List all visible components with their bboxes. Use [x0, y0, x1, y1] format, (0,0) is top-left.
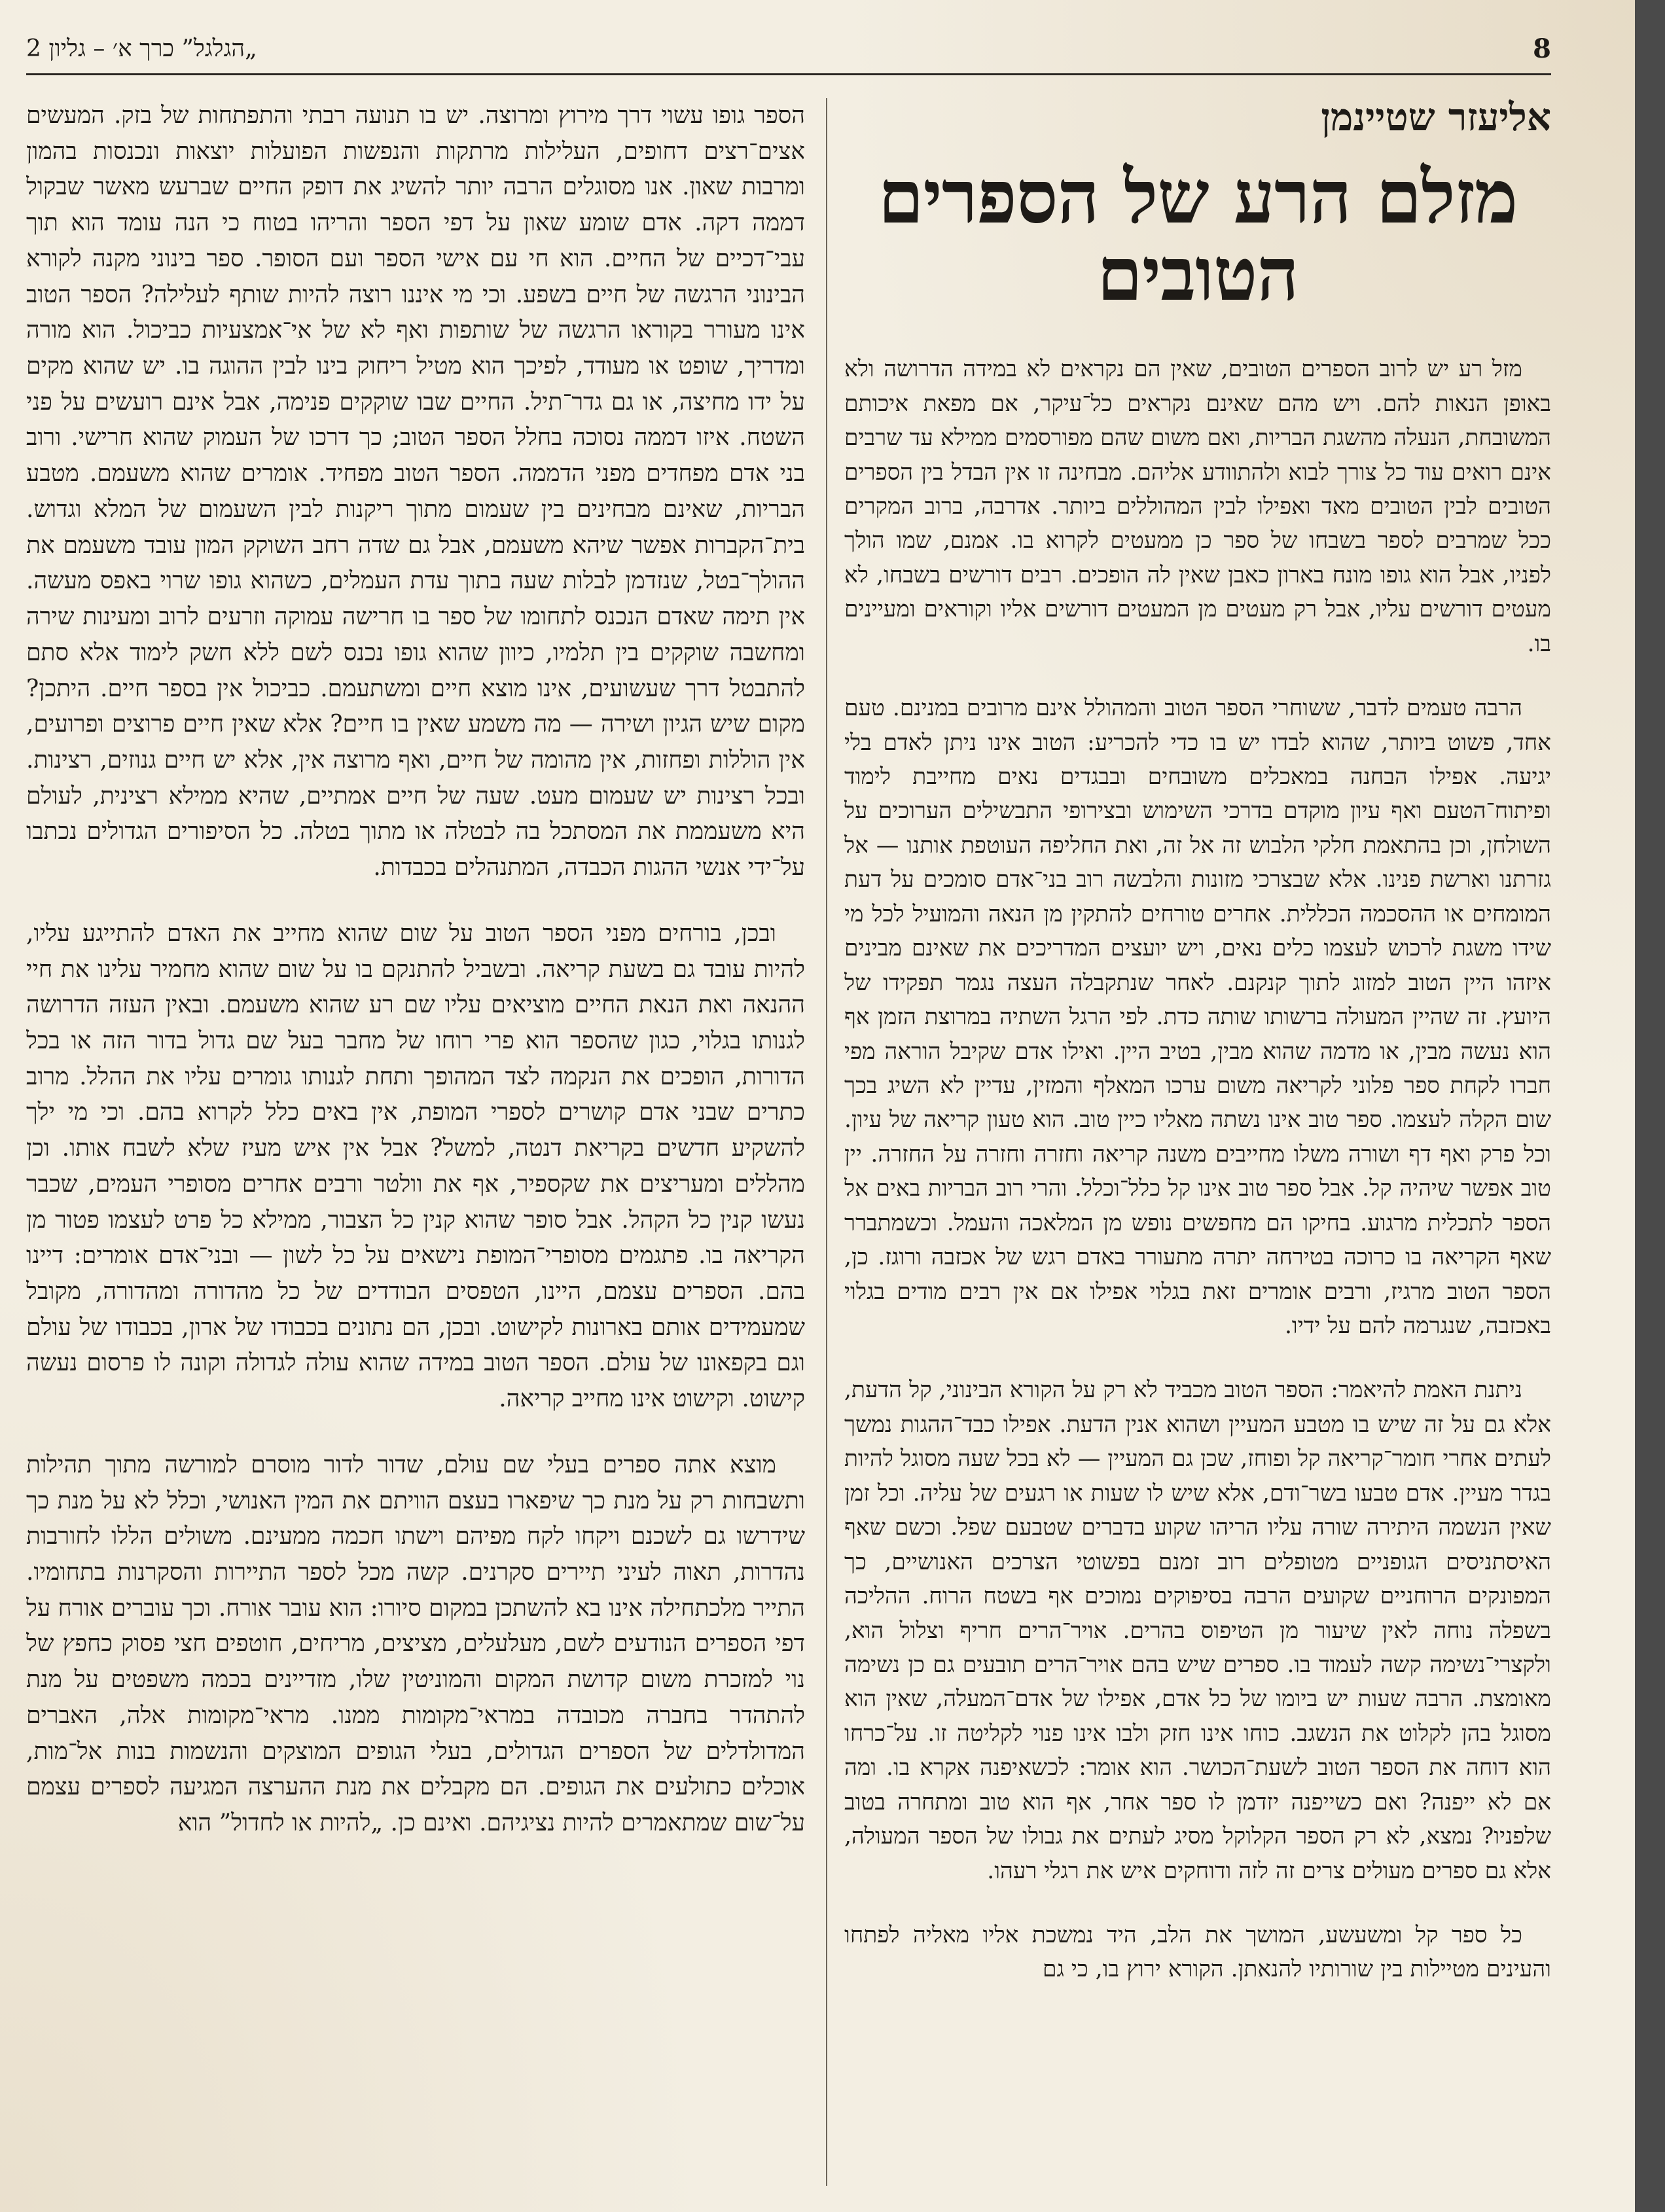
article-paragraph: ובכן, בורחים מפני הספר הטוב על שום שהוא מחייב את האדם להתייגע עליו, להיות עובד גם בשעת קריאה. ובשביל להתנקם בו על שום שהוא מחמיר עלינו את חיי ההנאה ואת הנאת החיים מוציאים עליו שם רע שהוא משעמם. ובאין העזה הדרושה לגנותו בגלוי, כגון שהספר הוא פרי רוחו של מחבר בעל שם גדול בדור הזה או בכל הדורות, הופכים את הנקמה לצד המהופך ותחת לגנותו גומרים עליו את ההלל. מרוב כתרים שבני אדם קושרים לספרי המופת, אין באים כלל לקרוא בהם. וכי מי ילך להשקיע חדשים בקריאת דנטה, למשל? אבל אין איש מעיז שלא לשבח אותו. וכן מהללים ומעריצים את שקספיר, אף את וולטר ורבים אחרים מסופרי העמים, שכבר נעשו קנין כל הקהל. אבל סופר שהוא קנין כל הצבור, ממילא כל פרט לעצמו פטור מן הקריאה בו. פתגמים מסופרי־המופת נישאים על כל לשון — ובני־אדם אומרים: דיינו בהם. הספרים עצמם, היינו, הטפסים הבודדים של כל מהדורה ומהדורה, מקובל שמעמידים אותם בארונות לקישוט. ובכן, הם נתונים בכבודו של ארון, בכבודו של עולם וגם בקפאונו של עולם. הספר הטוב במידה שהוא עולה לגדולה וקונה לו פרסום נעשה קישוט. וקישוט אינו מחייב קריאה.: [26, 919, 805, 1413]
scan-edge: [1635, 0, 1665, 2212]
article-column-left: [26, 98, 805, 2199]
article-paragraph: הספר גופו עשוי דרך מירוץ ומרוצה. יש בו תנועה רבתי והתפתחות של בזק. המעשים אצים־רצים דחופים, העלילות מרתקות והנפשות הפועלות יוצאות ונכנסות בהמון ומרבות שאון. אנו מסוגלים הרבה יותר להשיג את דופק החיים שברעש מאשר שבקול דממה דקה. אדם שומע שאון על דפי הספר והריהו בטוח כי הנה עומד הוא תוך עבי־דכיים של החיים. הוא חי עם אישי הספר ועם הסופר. ספר בינוני מקנה לקורא הבינוני הרגשה של חיים בשפע. וכי מי איננו רוצה להיות שותף לעלילה? הספר הטוב אינו מעורר בקוראו הרגשה של שותפות ואף לא של אי־אמצעיות כביכול. הוא מורה ומדריך, שופט או מעודד, לפיכך הוא מטיל ריחוק בינו לבין ההוגה בו. יש שהוא מקים על ידו מחיצה, או גם גדר־תיל. החיים שבו שוקקים פנימה, אבל אינם רועשים על פני השטח. איזו דממה נסוכה בחלל הספר הטוב; כך דרכו של העמוק שהוא חרישי. ורוב בני אדם מפחדים מפני הדממה. הספר הטוב מפחיד. אומרים שהוא משעמם. מטבע הבריות, שאינם מבחינים בין שעמום מתוך ריקנות לבין השעמום של המלא וגדוש. בית־הקברות אפשר שיהא משעמם, אבל גם שדה רחב השוקק המון עובד משעמם את ההולך־בטל, שנזדמן לבלות שעה בתוך עדת העמלים, כשהוא גופו שרוי באפס מעשה. אין תימה שאדם הנכנס לתחומו של ספר בו חרישה עמוקה וזרעים לרוב ומעינות שירה ומחשבה שוקקים בין תלמיו, כיוון שהוא גופו נכנס לשם ללא חשק לימוד אלא סתם להתבטל דרך שעשועים, אינו מוצא חיים ומשתעמם. כביכול אין בספר חיים. היתכן? מקום שיש הגיון ושירה — מה משמע שאין בו חיים? אלא שאין חיים פרוצים ופרועים, אין הוללות ופחזות, אין מהומה של חיים, ואף מרוצה אין, אלא יש חיים גנוזים, רצינות. ובכל רצינות יש שעמום מעט. שעה של חיים אמתיים, שהיא ממילא רצינית, לעולם היא משעממת את המסתכל בה לבטלה או מתוך בטלה. כל הסיפורים הגדולים נכתבו על־ידי אנשי ההגות הכבדה, המתנהלים בכבדות.: [26, 102, 805, 882]
header-rule: [26, 73, 1551, 75]
running-head: „הגלגל” כרך א׳ – גליון 2: [26, 35, 257, 62]
page-header: [26, 25, 1551, 72]
article-paragraph: ניתנת האמת להיאמר: הספר הטוב מכביד לא רק על הקורא הבינוני, קל הדעת, אלא גם על זה שיש בו מטבע המעיין ושהוא אנין הדעת. אפילו כבד־ההגות נמשך לעתים אחרי חומר־קריאה קל ופוחז, שכן גם המעיין — לא בכל שעה מסוגל להיות בגדר מעיין. אדם טבעו בשר־ודם, אלא שיש לו שעות או רגעים של עליה. וכל זמן שאין הנשמה היתירה שורה עליו הריהו שקוע בדברים שטבעם שפל. וכשם שאף האיסתניסים הגופניים מטופלים רוב זמנם בפשוטי הצרכים האנושיים, כך המפונקים הרוחניים שקועים הרבה בסיפוקים נמוכים אף בשטח הרוח. ההליכה בשפלה נוחה לאין שיעור מן הטיפוס בהרים. אויר־הרים חריף וצלול הוא, ולקצרי־נשימה קשה לעמוד בו. ספרים שיש בהם אויר־הרים תובעים גם כן נשימה מאומצת. הרבה שעות יש ביומו של כל אדם, אפילו של אדם־המעלה, שאין הוא מסוגל בהן לקלוט את הנשגב. כוחו אינו חזק ולבו אינו פנוי לקליטה זו. על־כרחו הוא דוחה את הספר הטוב לשעת־הכושר. הוא אומר: לכשאיפנה אקרא בו. ומה אם לא ייפנה? ואם כשייפנה יזדמן לו ספר אחר, אף הוא טוב ומתחרה בטוב שלפניו? נמצא, לא רק הספר הקלוקל מסיג לעתים את גבולו של הספר המעולה, אלא גם ספרים מעולים צרים זה לזה ודוחקים איש את רגלי רעהו.: [844, 1377, 1551, 1884]
article-paragraph: מוצא אתה ספרים בעלי שם עולם, שדור לדור מוסרם למורשה מתוך תהילות ותשבחות רק על מנת כך שיפארו בעצם הוויתם את המין האנושי, וכלל לא על מנת כך שידרשו גם לשכנם ויקחו לקח מפיהם וישתו חכמה ממעינם. משולים הללו לחורבות נהדרות, תאוה לעיני תיירים סקרנים. קשה מכל לספר התיירות והסקרנות בתחומיו. התייר מלכתחילה אינו בא להשתכן במקום סיורו: הוא עובר אורח. וכך עוברים אורח על דפי הספרים הנודעים לשם, מעלעלים, מציצים, מריחים, חוטפים חצי פסוק כחפץ של נוי למזכרת משום קדושת המקום והמוניטין שלו, מזדיינים בכמה משפטים על מנת להתהדר בחברה מכובדה במראי־מקומות ממנו. מראי־מקומות אלה, האברים המדולדלים של הספרים הגדולים, בעלי הגופים המוצקים והנשמות בנות אל־מות, אוכלים כתולעים את הגופים. הם מקבלים את מנת ההערצה המגיעה לספרים עצמם על־שום שמתאמרים להיות נציגיהם. ואינם כן. „להיות או לחדול” הוא: [26, 1451, 805, 1837]
article-paragraph: מזל רע יש לרוב הספרים הטובים, שאין הם נקראים לא במידה הדרושה ולא באופן הנאות להם. ויש מהם שאינם נקראים כל־עיקר, אם מפאת איכותם המשובחת, הנעלה מהשגת הבריות, ואם משום שהם מפורסמים ממילא עד שרבים אינם רואים עוד כל צורך לבוא ולהתוודע אליהם. מבחינה זו אין הבדל בין הספרים הטובים לבין הטובים מאד ואפילו לבין המהוללים ביותר. אדרבה, ברוב המקרים ככל שמרבים לספר בשבחו של ספר כן ממעטים לקרוא בו. אמנם, שמו הולך לפניו, אבל הוא גופו מונח בארון כאבן שאין לה הופכים. רבים דורשים בשבחו, לא מעטים דורשים עליו, אבל רק מעטים מן המעטים דורשים אליו וקוראים ומעיינים בו.: [844, 356, 1551, 657]
article-column-right: [844, 95, 1551, 2202]
article-title: מזלם הרע של הספרים הטובים: [878, 154, 1518, 317]
article-author: אליעזר שטיינמן: [1321, 95, 1551, 139]
article-paragraph: הרבה טעמים לדבר, ששוחרי הספר הטוב והמהולל אינם מרובים במנינם. טעם אחד, פשוט ביותר, שהוא לבדו יש בו כדי להכריע: הטוב אינו ניתן לאדם בלי יגיעה. אפילו הבחנה במאכלים משובחים ובבגדים נאים מחייבת לימוד ופיתוח־הטעם ואף עיון מוקדם בדרכי השימוש ובצירופי התבשילים הערוכים על השולחן, וכן בהתאמת חלקי הלבוש זה אל זה, ואת החליפה העוטפת אותנו — אל גזרתנו וארשת פנינו. אלא שבצרכי מזונות והלבשה רוב בני־אדם סומכים על דעת המומחים או ההסכמה הכללית. אחרים טורחים להתקין מן הנאה והמועיל לכל מי שידו משגת לרכוש לעצמו כלים נאים, ויש יועצים המדריכים את שאינם מבינים איזהו היין הטוב למזוג לתוך קנקנם. לאחר שנתקבלה העצה נגמר תפקידו של היועץ. זה שהיין המעולה ברשותו שותה כדת. לפי הרגל השתיה במרוצת הזמן אף הוא נעשה מבין, או מדמה שהוא מבין, בטיב היין. ואילו אדם שקיבל הוראה מפי חברו לקחת ספר פלוני לקריאה משום ערכו המאלף והמזין, עדיין לא השיג בכך שום הקלה לעצמו. ספר טוב אינו נשתה מאליו כיין טוב. הוא טעון קריאה של עיון. וכל פרק ואף דף ושורה משלו מחייבים משנה קריאה וחזרה וחזרה על החזרה. יין טוב אפשר שיהיה קל. אבל ספר טוב אינו קל כלל־וכלל. והרי רוב הבריות באים אל הספר לתכלית מרגוע. בחיקו הם מחפשים נופש מן המלאכה והעמל. וכשמתברר שאף הקריאה בו כרוכה בטירחה יתרה מתעורר באדם רגש של אכזבה ורוגז. כן, הספר הטוב מרגיז, ורבים אומרים זאת בגלוי אפילו אם אין רבים מודים בגלוי באכזבה, שנגרמה להם על ידיו.: [844, 695, 1551, 1339]
column-divider: [826, 98, 827, 2186]
article-paragraph: כל ספר קל ומשעשע, המושך את הלב, היד נמשכת אליו מאליה לפתחו והעינים מטיילות בין שורותיו להנאתן. הקורא ירוץ בו, כי גם: [844, 1922, 1551, 1983]
page-number: 8: [1533, 33, 1551, 64]
